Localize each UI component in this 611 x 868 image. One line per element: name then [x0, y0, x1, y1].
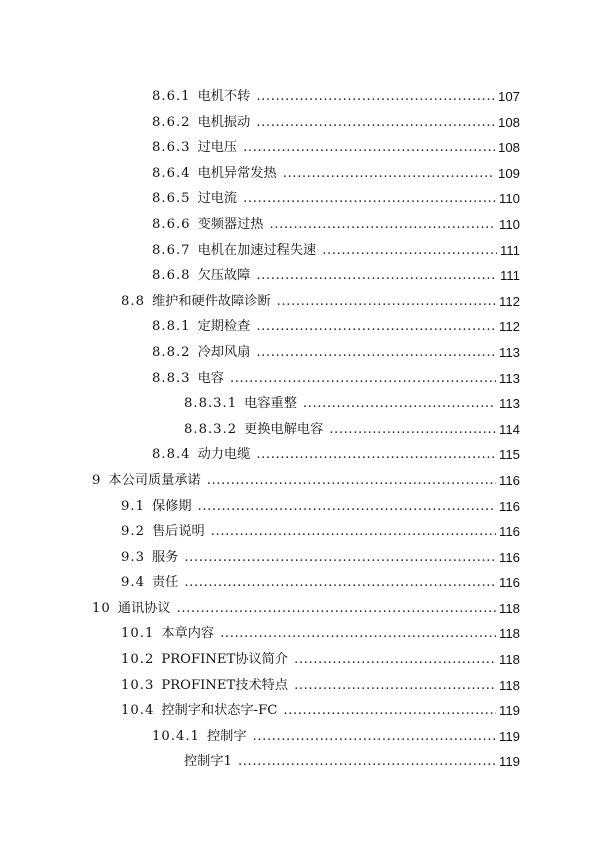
toc-dot-leader: [283, 700, 496, 721]
toc-dot-leader: [256, 265, 497, 286]
toc-entry-title: PROFINET协议简介: [161, 652, 289, 668]
toc-entry[interactable]: [0, 316, 611, 342]
toc-entry-number: 8.6.8: [152, 268, 191, 284]
toc-entry-title: 电容重整: [244, 396, 297, 412]
toc-entry-row[interactable]: [92, 598, 520, 619]
toc-dot-leader: [303, 393, 496, 414]
toc-entry-page-number: 118: [498, 677, 520, 693]
toc-entry-row[interactable]: [152, 444, 520, 465]
toc-entry-page-number: 113: [498, 396, 520, 412]
toc-entry-page-number: 108: [497, 114, 520, 130]
toc-entry-page-number: 110: [498, 216, 520, 232]
toc-dot-leader: [243, 188, 496, 209]
toc-entry-number: 10: [92, 600, 111, 616]
toc-entry-title: 电机振动: [197, 114, 251, 130]
toc-entry-title: 通讯协议: [117, 600, 171, 616]
toc-entry-page-number: 107: [497, 89, 520, 104]
toc-entry[interactable]: [0, 700, 611, 726]
toc-entry-number: 9.4: [121, 575, 145, 591]
toc-entry-number: 8.8.3: [152, 370, 191, 386]
toc-entry[interactable]: [0, 521, 611, 547]
toc-entry-title: PROFINET技术特点: [161, 677, 289, 693]
toc-entry-row[interactable]: [152, 188, 520, 209]
toc-entry-row[interactable]: [121, 547, 520, 568]
toc-entry-number: 8.8.4: [152, 447, 191, 463]
toc-dot-leader: [177, 598, 496, 619]
toc-entry-title: 变频器过热: [197, 216, 264, 232]
toc-entry-row[interactable]: [121, 496, 520, 517]
toc-entry[interactable]: [0, 393, 611, 419]
toc-entry-row[interactable]: [121, 572, 520, 593]
toc-entry[interactable]: [0, 214, 611, 240]
toc-entry-number: 8.6.1: [152, 89, 191, 104]
toc-entry-row[interactable]: [184, 751, 520, 772]
toc-dot-leader: [256, 86, 495, 107]
toc-entry-title: 售后说明: [151, 524, 205, 540]
toc-entry-row[interactable]: [184, 419, 520, 440]
toc-entry[interactable]: [0, 470, 611, 496]
toc-dot-leader: [329, 419, 496, 440]
toc-entry-page-number: 110: [498, 191, 520, 207]
toc-entry-number: 10.1: [121, 626, 155, 642]
toc-entry-title: 过电流: [197, 191, 238, 207]
toc-entry-page-number: 116: [498, 575, 520, 591]
toc-entry-title: 保修期: [151, 498, 192, 514]
toc-entry-row[interactable]: [121, 623, 520, 644]
toc-entry[interactable]: [0, 623, 611, 649]
toc-entry-number: 8.8.2: [152, 344, 191, 360]
toc-dot-leader: [243, 137, 495, 158]
toc-entry-title: 电机在加速过程失速: [197, 242, 317, 258]
toc-entry[interactable]: [0, 291, 611, 317]
toc-entry-page-number: 119: [498, 728, 520, 744]
toc-entry[interactable]: [0, 163, 611, 189]
toc-entry-row[interactable]: [121, 521, 520, 542]
toc-entry[interactable]: [0, 649, 611, 675]
toc-entry-number: 8.8.3.2: [184, 421, 238, 437]
toc-entry-page-number: 116: [498, 498, 520, 514]
toc-entry-page-number: 116: [498, 549, 520, 565]
toc-entry-number: 10.2: [121, 652, 155, 668]
toc-entry-page-number: 116: [498, 524, 520, 540]
table-of-contents: [0, 86, 611, 777]
toc-entry-row[interactable]: [152, 112, 520, 133]
toc-entry[interactable]: [0, 86, 611, 112]
toc-entry-title: 定期检查: [197, 319, 251, 335]
toc-entry-row[interactable]: [152, 214, 520, 235]
toc-entry[interactable]: [0, 444, 611, 470]
toc-dot-leader: [256, 444, 496, 465]
toc-entry[interactable]: [0, 188, 611, 214]
toc-entry[interactable]: [0, 675, 611, 701]
toc-dot-leader: [283, 163, 495, 184]
toc-entry-title: 电容: [197, 370, 224, 386]
toc-dot-leader: [294, 675, 496, 696]
toc-dot-leader: [253, 726, 496, 747]
toc-dot-leader: [322, 240, 497, 261]
toc-entry-page-number: 119: [498, 754, 520, 770]
toc-entry[interactable]: [0, 342, 611, 368]
toc-entry-title: 欠压故障: [197, 268, 251, 284]
toc-entry-row[interactable]: [152, 163, 520, 184]
toc-entry[interactable]: [0, 368, 611, 394]
toc-entry-number: 8.6.5: [152, 191, 191, 207]
toc-entry-title: 责任: [151, 575, 179, 591]
toc-dot-leader: [270, 214, 496, 235]
toc-dot-leader: [184, 572, 496, 593]
toc-entry[interactable]: [0, 137, 611, 163]
toc-entry-number: 8.6.7: [152, 242, 191, 258]
toc-entry-page-number: 112: [498, 319, 520, 335]
toc-entry[interactable]: [0, 265, 611, 291]
toc-entry-title: 冷却风扇: [197, 344, 251, 360]
toc-dot-leader: [277, 291, 496, 312]
toc-entry[interactable]: [0, 112, 611, 138]
toc-dot-leader: [184, 547, 496, 568]
toc-entry-row[interactable]: [184, 393, 520, 414]
toc-entry-number: 10.4.1: [152, 728, 200, 744]
toc-dot-leader: [230, 368, 496, 389]
toc-dot-leader: [256, 342, 496, 363]
toc-entry-page-number: 111: [499, 242, 520, 258]
toc-dot-leader: [211, 521, 496, 542]
toc-entry-page-number: 108: [497, 140, 520, 156]
toc-entry-number: 8.6.3: [152, 140, 191, 156]
toc-entry-title: 过电压: [197, 140, 238, 156]
toc-dot-leader: [294, 649, 496, 670]
toc-entry-number: 8.8.3.1: [184, 396, 238, 412]
toc-entry[interactable]: [0, 726, 611, 752]
toc-entry-row[interactable]: [152, 240, 520, 261]
toc-entry-number: 9: [92, 472, 102, 488]
toc-entry-page-number: 111: [499, 268, 520, 284]
toc-entry-page-number: 119: [498, 703, 520, 719]
toc-entry-page-number: 118: [498, 652, 520, 668]
toc-entry-number: 10.3: [121, 677, 155, 693]
toc-entry-row[interactable]: [152, 86, 520, 107]
toc-entry[interactable]: [0, 240, 611, 266]
toc-entry-row[interactable]: [121, 675, 520, 696]
toc-entry-title: 本公司质量承诺: [108, 472, 201, 488]
toc-entry-title: 服务: [151, 549, 179, 565]
toc-entry-number: 8.6.2: [152, 114, 191, 130]
toc-entry-row[interactable]: [92, 470, 520, 491]
toc-entry-page-number: 112: [498, 293, 520, 309]
toc-entry-page-number: 114: [498, 421, 520, 437]
toc-entry-page-number: 116: [498, 472, 520, 488]
toc-entry-row[interactable]: [152, 265, 520, 286]
toc-entry-number: 10.4: [121, 703, 155, 719]
toc-entry[interactable]: [0, 419, 611, 445]
toc-entry[interactable]: [0, 598, 611, 624]
toc-entry-row[interactable]: [152, 726, 520, 747]
toc-entry[interactable]: [0, 496, 611, 522]
toc-entry-page-number: 109: [497, 165, 520, 181]
toc-entry-title: 电机异常发热: [197, 165, 277, 181]
toc-entry-row[interactable]: [152, 137, 520, 158]
toc-dot-leader: [207, 470, 496, 491]
toc-entry-number: 9.3: [121, 549, 145, 565]
toc-dot-leader: [198, 496, 496, 517]
toc-entry-title: 电机不转: [197, 89, 251, 104]
toc-entry-number: 8.6.6: [152, 216, 191, 232]
toc-entry-number: 8.8.1: [152, 319, 191, 335]
toc-dot-leader: [256, 112, 495, 133]
toc-entry-title: 控制字: [206, 728, 247, 744]
toc-entry[interactable]: [0, 547, 611, 573]
toc-entry-page-number: 113: [498, 344, 520, 360]
toc-entry-title: 维护和硬件故障诊断: [151, 293, 271, 309]
toc-entry-row[interactable]: [152, 316, 520, 337]
toc-dot-leader: [220, 623, 496, 644]
toc-entry[interactable]: [0, 572, 611, 598]
toc-entry-page-number: 118: [498, 600, 520, 616]
toc-entry-row[interactable]: [152, 342, 520, 363]
toc-entry-title: 控制字和状态字-FC: [161, 703, 278, 719]
toc-entry-page-number: 118: [498, 626, 520, 642]
toc-entry-row[interactable]: [121, 700, 520, 721]
toc-entry-number: 9.1: [121, 498, 145, 514]
toc-dot-leader: [238, 751, 496, 772]
toc-entry[interactable]: [0, 751, 611, 777]
toc-entry-number: 8.6.4: [152, 165, 191, 181]
toc-entry-title: 更换电解电容: [244, 421, 324, 437]
toc-entry-title: 动力电缆: [197, 447, 251, 463]
toc-entry-row[interactable]: [121, 649, 520, 670]
toc-entry-title: 本章内容: [161, 626, 215, 642]
toc-entry-page-number: 113: [498, 370, 520, 386]
toc-entry-row[interactable]: [152, 368, 520, 389]
toc-entry-number: 8.8: [121, 293, 145, 309]
toc-entry-title: 控制字1: [184, 754, 232, 770]
toc-entry-row[interactable]: [121, 291, 520, 312]
toc-dot-leader: [256, 316, 496, 337]
toc-entry-number: 9.2: [121, 524, 145, 540]
toc-entry-page-number: 115: [498, 447, 520, 463]
